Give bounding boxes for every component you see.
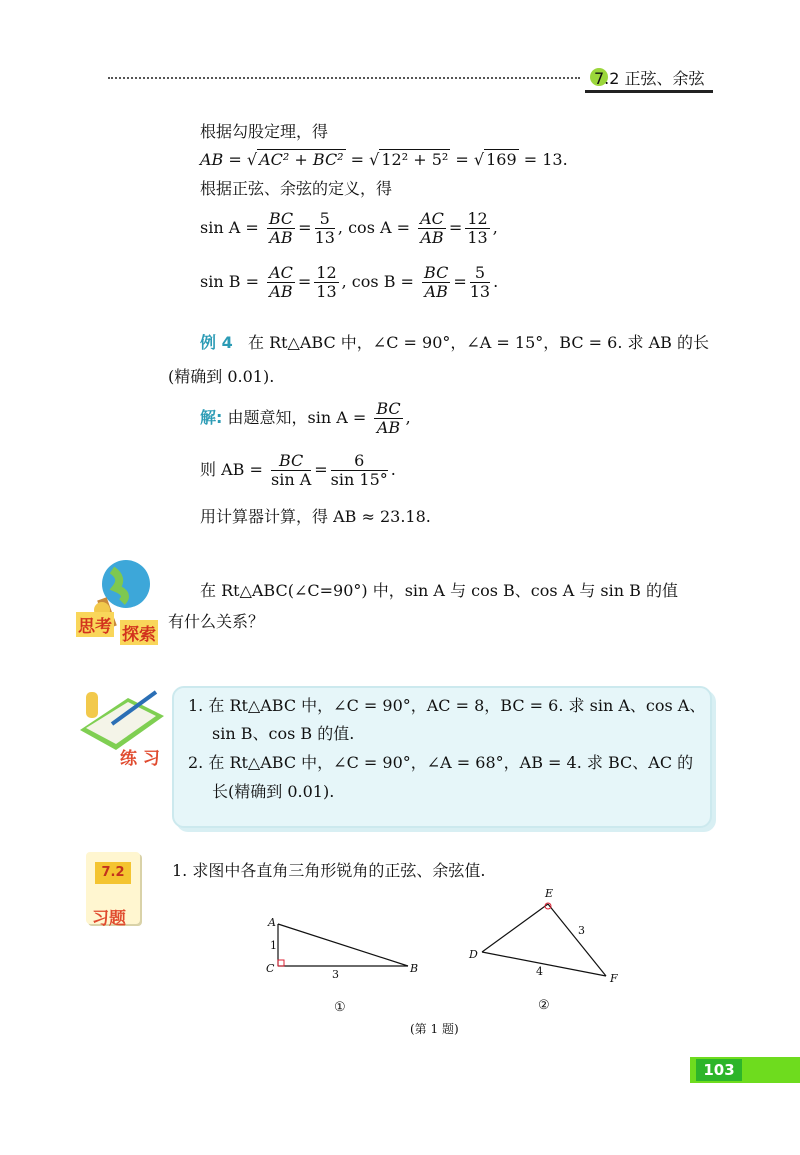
solution-tag: 解: (200, 408, 223, 427)
fraction: $\frac{12}{13}$ (316, 263, 337, 301)
fig1-side-cb: 3 (332, 968, 339, 981)
header-section-title: 7.2 正弦、余弦 (594, 69, 705, 88)
cosA-lhs: , cos A = (337, 218, 416, 237)
exercise-q1: 1. 求图中各直角三角形锐角的正弦、余弦值. (172, 861, 486, 880)
punct: , (405, 408, 411, 427)
pythag-equation: AB = √ AC² + BC² = √ 12² + 5² = √ 169 = 13. (200, 150, 568, 169)
sinA-lhs: sin A = (200, 218, 264, 237)
example4-problem-line2: (精确到 0.01). (168, 367, 275, 386)
practice-q2-line1: 2. 在 Rt△ABC 中，∠C = 90°，∠A = 68°，AB = 4. 求 BC、AC 的 (188, 753, 694, 772)
fig1-label-b: B (410, 962, 419, 975)
practice-q1-line1: 1. 在 Rt△ABC 中，∠C = 90°，AC = 8，BC = 6. 求 sin A、cos A、 (188, 696, 706, 715)
example4-solution-line2: 则 AB = $\frac{BC}{\text{sin A}}$ = $\frac{6}{\sin 15^\circ}$ . (200, 451, 396, 489)
pythag-intro: 根据勾股定理，得 (200, 122, 329, 141)
explore-label-explore: 探索 (120, 620, 158, 645)
explore-label-think: 思考 (76, 612, 114, 637)
sqrt-12-5: 12² + 5² (381, 150, 449, 169)
example4-problem-text: 在 Rt△ABC 中，∠C = 90°，∠A = 15°，BC = 6. 求 AB 的长 (247, 333, 709, 352)
solution-text: 则 AB = (200, 460, 268, 479)
explore-question-line1: 在 Rt△ABC(∠C=90°) 中，sin A 与 cos B、cos A 与 sin B 的值 (200, 581, 678, 600)
example4-problem-line1 (200, 332, 709, 354)
punct: . (493, 272, 499, 291)
example4-solution-line1 (200, 400, 411, 437)
fraction: $\frac{BC}{AB}$ (376, 399, 401, 437)
punct: , (492, 218, 498, 237)
cosB-lhs: , cos B = (341, 272, 420, 291)
definition-intro: 根据正弦、余弦的定义，得 (200, 179, 393, 198)
sinB-cosB-equation: sin B = $\frac{AC}{AB}$ = $\frac{12}{13}$ , cos B = $\frac{BC}{AB}$ = $\frac{5}{13}$ . (200, 263, 499, 301)
fraction: $\frac{BC}{AB}$ (424, 263, 449, 301)
fraction: $\frac{5}{13}$ (469, 263, 491, 301)
fig1-label-c: C (266, 962, 275, 975)
exercise-badge-label: 习题 (92, 909, 126, 929)
fig1-label-a: A (268, 916, 276, 929)
example4-solution-line3: 用计算器计算，得 AB ≈ 23.18. (200, 507, 431, 526)
punct: . (390, 460, 396, 479)
fraction: $\frac{BC}{AB}$ (268, 209, 294, 247)
fraction: $\frac{5}{13}$ (314, 209, 335, 247)
sqrt-169: 169 (486, 150, 517, 169)
pythag-result: = 13. (518, 150, 568, 169)
practice-q1-line2: sin B、cos B 的值. (212, 724, 355, 743)
fraction: $\frac{BC}{\text{sin A}}$ (270, 451, 312, 489)
solution-text: 由题意知，sin A = (227, 408, 372, 427)
fig1-side-ac: 1 (270, 939, 277, 952)
fig2-label-e: E (545, 887, 554, 900)
triangle-figure-2 (470, 890, 630, 990)
fraction: $\frac{12}{13}$ (467, 209, 488, 247)
fig2-number: ② (538, 998, 550, 1013)
sinA-cosA-equation: sin A = $\frac{BC}{AB}$ = $\frac{5}{13}$ , cos A = $\frac{AC}{AB}$ = $\frac{12}{13}$ , (200, 209, 498, 247)
fraction: $\frac{6}{\sin 15^\circ}$ (330, 451, 388, 489)
ab-lhs: AB = (200, 150, 247, 169)
explore-question-line2: 有什么关系？ (168, 612, 265, 631)
fig2-label-d: D (469, 948, 478, 961)
sqrt-ac-bc: AC² + BC² (259, 150, 344, 169)
exercise-badge-number: 7.2 (95, 862, 131, 884)
header-dotted-rule (108, 77, 580, 79)
fig2-side-df: 4 (536, 965, 543, 978)
fig2-side-ef: 3 (578, 924, 585, 937)
practice-label: 练 习 (120, 749, 160, 769)
fig2-label-f: F (610, 972, 618, 985)
figure-caption: (第 1 题) (410, 1022, 459, 1036)
triangle-figure-1 (260, 910, 430, 990)
sinB-lhs: sin B = (200, 272, 265, 291)
example4-tag: 例 4 (200, 333, 233, 352)
fraction: $\frac{AC}{AB}$ (269, 263, 293, 301)
fraction: $\frac{AC}{AB}$ (420, 209, 444, 247)
page-number: 103 (696, 1059, 742, 1081)
fig1-number: ① (334, 1000, 346, 1015)
practice-q2-line2: 长(精确到 0.01). (212, 782, 335, 801)
